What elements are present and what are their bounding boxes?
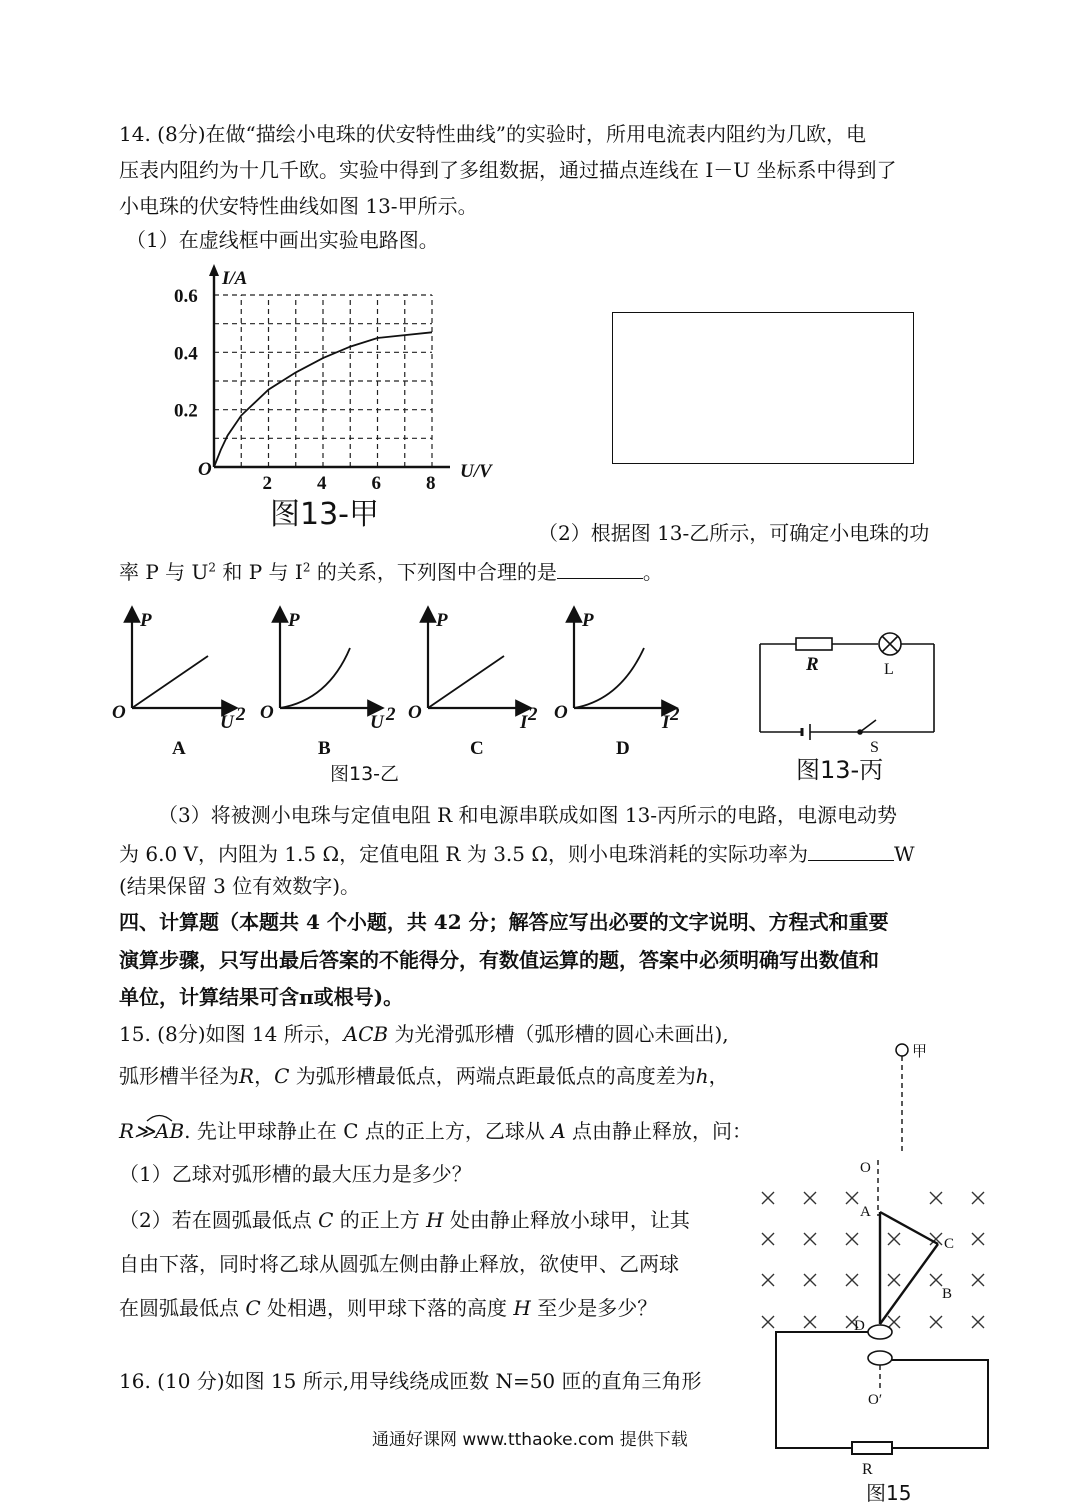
graph-a xyxy=(112,610,246,759)
fig13a-chart xyxy=(160,262,500,532)
field-cross-icon xyxy=(762,1233,774,1245)
x-tick-label: 6 xyxy=(371,473,381,494)
q15-sub2-h: H xyxy=(426,1208,444,1232)
graph-b xyxy=(260,610,396,759)
q15-line2 xyxy=(119,1066,729,1086)
q15-sub2-b: 的正上方 xyxy=(333,1208,427,1232)
field-cross-icon xyxy=(846,1233,858,1245)
q16-line1: 16. (10 分)如图 15 所示,用导线绕成匝数 N=50 匝的直角三角形 xyxy=(119,1369,702,1393)
field-cross-icon xyxy=(804,1274,816,1286)
q14-line3: 小电珠的伏安特性曲线如图 13-甲所示。 xyxy=(119,194,478,218)
q15-line3-rest: . 先让甲球静止在 C 点的正上方，乙球从 xyxy=(184,1119,552,1143)
q15-h: h xyxy=(695,1064,709,1088)
field-cross-icon xyxy=(762,1274,774,1286)
q15-sub2-line3-a: 在圆弧最低点 xyxy=(119,1296,246,1320)
q14-part2-b: 率 P 与 U xyxy=(119,560,209,584)
field-cross-icon xyxy=(972,1316,984,1328)
field-cross-icon xyxy=(804,1192,816,1204)
field-cross-icon xyxy=(846,1192,858,1204)
q14-part3-unit: W xyxy=(893,842,915,866)
x-tick-label: 8 xyxy=(426,473,436,494)
field-cross-icon xyxy=(888,1233,900,1245)
q15-sub2-c: C xyxy=(318,1208,334,1232)
field-cross-icon xyxy=(930,1316,942,1328)
footer-text: 通通好课网 www.tthaoke.com 提供下载 xyxy=(372,1430,688,1450)
q15-arc-ab: AB xyxy=(155,1119,185,1143)
graph-d-origin: O xyxy=(554,702,568,723)
graph-a-sup: 2 xyxy=(236,704,246,725)
answer-blank-3[interactable] xyxy=(808,842,894,861)
x-tick-label: 2 xyxy=(262,473,272,494)
ball-jia-icon xyxy=(896,1044,908,1056)
circuit-l-label: L xyxy=(884,661,894,678)
q15-line1 xyxy=(119,1024,729,1044)
circuit-answer-box xyxy=(612,312,914,464)
q15-line3-r: R≫ xyxy=(119,1119,155,1143)
field-cross-icon xyxy=(930,1192,942,1204)
q14-part2-c: 和 P 与 I xyxy=(222,560,303,584)
graph-c-xlabel: I xyxy=(520,712,528,733)
graph-a-ylabel: P xyxy=(140,610,152,631)
graph-c-line xyxy=(428,656,504,708)
field-cross-icon xyxy=(972,1233,984,1245)
field-cross-icon xyxy=(846,1274,858,1286)
fig14-fragment xyxy=(890,1036,950,1156)
field-cross-icon xyxy=(930,1274,942,1286)
graph-d xyxy=(554,610,680,759)
ball-jia-label: 甲 xyxy=(912,1044,928,1060)
q15-sub2-a: （2）若在圆弧最低点 xyxy=(119,1208,319,1232)
graph-a-origin: O xyxy=(112,702,126,723)
q15-line3 xyxy=(119,1121,752,1141)
fig15-c-label: C xyxy=(944,1236,955,1252)
answer-blank-2[interactable] xyxy=(557,560,643,579)
q15-sub2-line3-c: C xyxy=(245,1296,261,1320)
field-cross-icon xyxy=(804,1233,816,1245)
graph-b-origin: O xyxy=(260,702,274,723)
q14-line2: 压表内阻约为十几千欧。实验中得到了多组数据，通过描点连线在 I－U 坐标系中得到了 xyxy=(119,158,897,182)
graph-b-xlabel: U xyxy=(370,712,384,733)
q14-part1: （1）在虚线框中画出实验电路图。 xyxy=(126,228,439,252)
fig13c-caption: 图13-丙 xyxy=(796,756,884,784)
field-cross-icon xyxy=(762,1192,774,1204)
battery-icon xyxy=(802,724,810,740)
fig15-a-label: A xyxy=(860,1204,871,1220)
field-cross-icon xyxy=(762,1316,774,1328)
graph-a-line xyxy=(132,656,208,708)
graph-d-sup: 2 xyxy=(670,704,680,725)
graph-b-ylabel: P xyxy=(288,610,300,631)
q15-sub2-c-text: 处由静止释放小球甲，让其 xyxy=(443,1208,690,1232)
y-axis-arrow-icon xyxy=(209,264,219,276)
fig15-resistor-icon xyxy=(852,1442,892,1454)
q14-part3-c: (结果保留 3 位有效数字)。 xyxy=(119,874,361,898)
fig15-o-label: O xyxy=(860,1160,871,1176)
q14-part2-d: 的关系，下列图中合理的是 xyxy=(316,560,557,584)
fig15-r-label: R xyxy=(862,1461,873,1478)
option-c-label: C xyxy=(470,738,484,759)
q15-sub2-line3-b: 处相遇，则甲球下落的高度 xyxy=(260,1296,514,1320)
fig13a-caption: 图13-甲 xyxy=(270,497,379,532)
sup-u: 2 xyxy=(208,560,217,575)
q15-line1-a: 15. (8分)如图 14 所示， xyxy=(119,1022,344,1046)
q15-sub2-line3-c-text: 至少是多少？ xyxy=(530,1296,658,1320)
sup-i: 2 xyxy=(302,560,311,575)
graph-c-sup: 2 xyxy=(528,704,538,725)
field-cross-icon xyxy=(804,1316,816,1328)
slip-ring-bottom-icon xyxy=(868,1351,892,1365)
q14-part3-line xyxy=(119,842,915,864)
q15-a: A xyxy=(551,1119,566,1143)
graph-d-curve xyxy=(574,648,644,708)
field-cross-icon xyxy=(888,1316,900,1328)
section4-line2: 演算步骤，只写出最后答案的不能得分，有数值运算的题，答案中必须明确写出数值和 xyxy=(119,948,879,972)
q15-line2-c: 为弧形槽最低点，两端点距最低点的高度差为 xyxy=(289,1064,696,1088)
fig13b-graphs xyxy=(108,606,708,786)
graph-c xyxy=(408,610,538,759)
y-tick-label: 0.4 xyxy=(174,343,198,365)
graph-b-sup: 2 xyxy=(386,704,396,725)
q15-sub1: （1）乙球对弧形槽的最大压力是多少？ xyxy=(119,1162,472,1186)
q15-sub2-line2: 自由下落，同时将乙球从圆弧左侧由静止释放，欲使甲、乙两球 xyxy=(119,1252,679,1276)
graph-d-xlabel: I xyxy=(662,712,670,733)
fig15-b-label: B xyxy=(942,1286,953,1302)
fig15-d-label: D xyxy=(854,1318,865,1334)
x-tick-label: 4 xyxy=(317,473,327,494)
q15-line1-rest: 为光滑弧形槽（弧形槽的圆心未画出), xyxy=(388,1022,729,1046)
y-tick-label: 0.2 xyxy=(174,400,198,422)
q15-c: C xyxy=(274,1064,290,1088)
fig13a-ylabel: I/A xyxy=(222,268,248,289)
graph-d-ylabel: P xyxy=(582,610,594,631)
section4-line1: 四、计算题（本题共 4 个小题，共 42 分；解答应写出必要的文字说明、方程式和重要 xyxy=(119,910,889,934)
q15-line2-a: 弧形槽半径为 xyxy=(119,1064,239,1088)
q15-line2-b: ， xyxy=(254,1064,275,1088)
q15-sub2-line3-h: H xyxy=(513,1296,531,1320)
slip-ring-top-icon xyxy=(868,1325,892,1339)
graph-b-curve xyxy=(280,648,350,708)
option-b-label: B xyxy=(318,738,331,759)
field-cross-icon xyxy=(888,1274,900,1286)
circuit-s-label: S xyxy=(870,739,879,756)
fig13a-xlabel: U/V xyxy=(460,461,492,482)
graph-c-ylabel: P xyxy=(436,610,448,631)
lamp-icon xyxy=(879,633,901,655)
fig15-o2-label: O′ xyxy=(868,1392,883,1408)
q15-sub2-line3 xyxy=(119,1298,657,1318)
q14-part2-a: （2）根据图 13-乙所示，可确定小电珠的功 xyxy=(538,521,930,545)
q15-line2-d: ， xyxy=(708,1064,729,1088)
q15-sub2-line1 xyxy=(119,1210,690,1230)
option-a-label: A xyxy=(172,738,186,759)
option-d-label: D xyxy=(616,738,630,759)
q14-line1: 14. (8分)在做“描绘小电珠的伏安特性曲线”的实验时，所用电流表内阻约为几欧，电 xyxy=(119,122,866,146)
section4-line3: 单位，计算结果可含π或根号)。 xyxy=(119,985,404,1009)
graph-c-origin: O xyxy=(408,702,422,723)
q14-part2-e: 。 xyxy=(642,560,663,584)
fig13a-origin: O xyxy=(198,459,212,480)
y-tick-label: 0.6 xyxy=(174,286,198,307)
fig13c-circuit xyxy=(750,628,950,788)
fig15-caption: 图15 xyxy=(866,1481,912,1505)
arc-mark-icon xyxy=(145,1112,175,1122)
q15-line3-end: 点由静止释放，问： xyxy=(565,1119,753,1143)
q14-part2-line xyxy=(119,560,663,582)
circuit-r-label: R xyxy=(806,654,819,675)
q14-part3-b: 为 6.0 V，内阻为 1.5 Ω，定值电阻 R 为 3.5 Ω，则小电珠消耗的实际功率为 xyxy=(119,842,808,866)
q14-part3-a: （3）将被测小电珠与定值电阻 R 和电源串联成如图 13-丙所示的电路，电源电动势 xyxy=(158,803,898,827)
graph-a-xlabel: U xyxy=(220,712,234,733)
fig15-diagram xyxy=(756,1156,1016,1506)
q15-acb: ACB xyxy=(343,1022,389,1046)
resistor-r-icon xyxy=(796,638,832,650)
fig13b-caption: 图13-乙 xyxy=(330,763,400,785)
field-cross-icon xyxy=(972,1274,984,1286)
q15-r: R xyxy=(239,1064,255,1088)
field-cross-icon xyxy=(972,1192,984,1204)
